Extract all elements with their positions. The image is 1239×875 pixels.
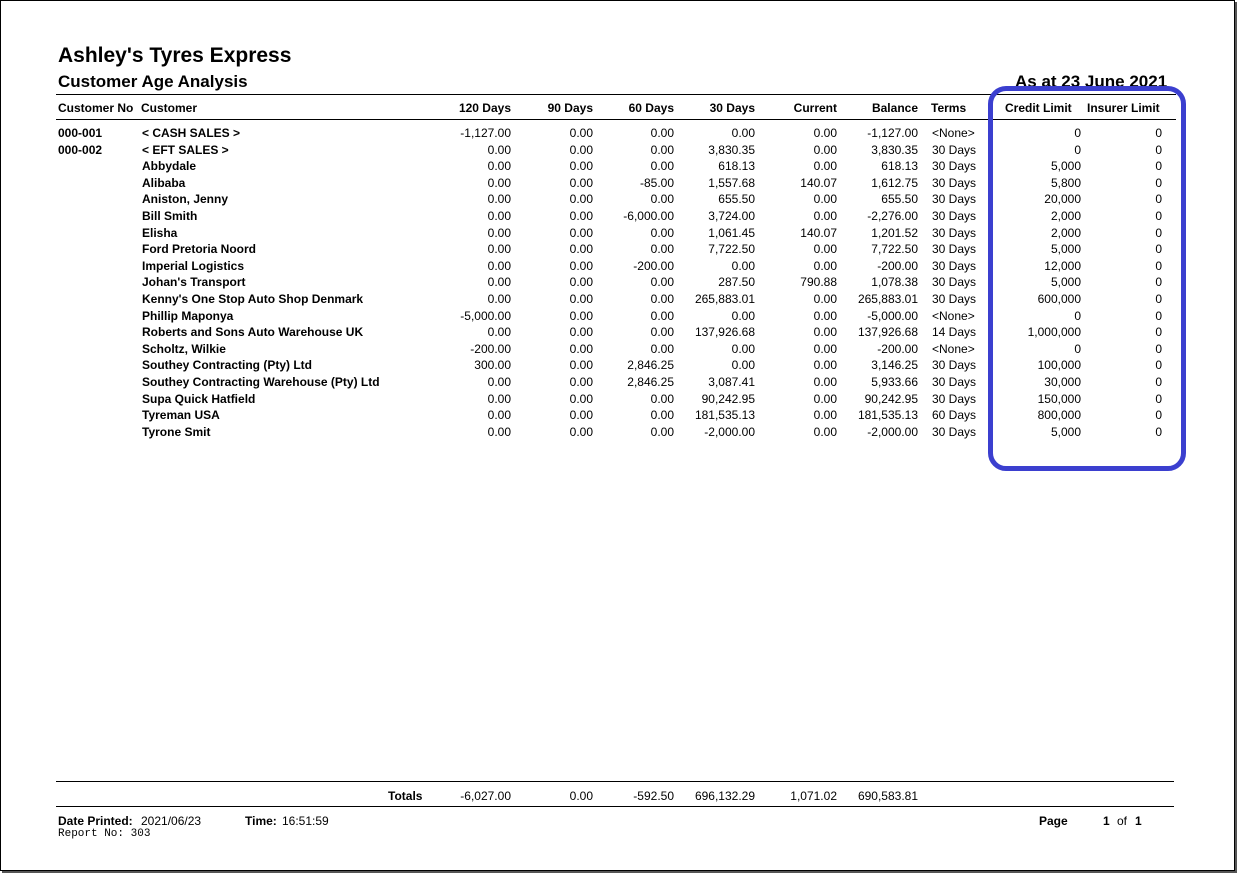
table-row <box>1 375 1234 391</box>
current-cell: 0.00 <box>813 292 837 306</box>
header-top-rule <box>56 94 1176 95</box>
credit-limit-cell: 5,000 <box>1050 159 1081 174</box>
days-120-cell: 0.00 <box>487 375 511 389</box>
current-cell: 0.00 <box>813 192 837 207</box>
terms-cell: <None> <box>932 126 975 140</box>
credit-limit-cell: 12,000 <box>1044 258 1081 273</box>
terms-cell: 60 Days <box>932 408 977 423</box>
col-customer-no: Customer No <box>58 101 134 115</box>
current-cell: 0.00 <box>813 375 837 389</box>
days-60-cell: 0.00 <box>650 126 674 140</box>
balance-cell: 655.50 <box>881 192 918 207</box>
credit-limit-cell: 0 <box>1074 341 1081 356</box>
days-120-cell: 0.00 <box>487 192 511 207</box>
terms-cell: 30 Days <box>932 275 977 290</box>
insurer-limit-cell: 0 <box>1155 292 1162 306</box>
credit-limit-cell: 600,000 <box>1037 292 1081 306</box>
balance-cell: -1,127.00 <box>867 126 918 140</box>
table-row <box>1 309 1234 325</box>
days-60-cell: 0.00 <box>650 408 674 423</box>
table-row <box>1 192 1234 208</box>
balance-cell: 3,146.25 <box>871 358 918 373</box>
days-90-cell: 0.00 <box>569 175 593 190</box>
days-30-cell: 287.50 <box>718 275 755 290</box>
days-120-cell: -200.00 <box>470 341 511 356</box>
balance-cell: -2,000.00 <box>867 424 918 439</box>
days-30-cell: 3,087.41 <box>708 375 755 389</box>
totals-30-days: 696,132.29 <box>694 789 755 803</box>
balance-cell: -2,276.00 <box>867 209 918 223</box>
days-30-cell: 1,061.45 <box>708 225 755 240</box>
balance-cell: 618.13 <box>881 159 918 174</box>
customer-name-cell: Southey Contracting (Pty) Ltd <box>142 358 312 373</box>
current-cell: 0.00 <box>813 142 837 157</box>
terms-cell: 30 Days <box>932 209 977 223</box>
days-30-cell: 0.00 <box>731 308 755 323</box>
balance-cell: 265,883.01 <box>857 292 918 306</box>
customer-name-cell: Phillip Maponya <box>142 308 234 323</box>
days-30-cell: 0.00 <box>731 358 755 373</box>
days-90-cell: 0.00 <box>569 142 593 157</box>
days-60-cell: 0.00 <box>650 325 674 340</box>
header-bottom-rule <box>56 119 1176 120</box>
customer-name-cell: Tyrone Smit <box>142 424 211 439</box>
days-120-cell: 0.00 <box>487 175 511 190</box>
totals-label: Totals <box>388 789 423 803</box>
credit-limit-cell: 5,000 <box>1050 242 1081 257</box>
credit-limit-cell: 0 <box>1074 142 1081 157</box>
page-current: 1 <box>1103 814 1110 828</box>
page-of: of <box>1117 814 1128 828</box>
days-60-cell: 0.00 <box>650 341 674 356</box>
balance-cell: 7,722.50 <box>871 242 918 257</box>
days-120-cell: 0.00 <box>487 159 511 174</box>
days-90-cell: 0.00 <box>569 209 593 223</box>
customer-name-cell: Elisha <box>142 225 178 240</box>
days-30-cell: 0.00 <box>731 258 755 273</box>
current-cell: 0.00 <box>813 424 837 439</box>
days-120-cell: 300.00 <box>474 358 511 373</box>
days-120-cell: 0.00 <box>487 209 511 223</box>
days-60-cell: 2,846.25 <box>627 375 674 389</box>
terms-cell: 30 Days <box>932 225 977 240</box>
days-30-cell: 265,883.01 <box>694 292 755 306</box>
current-cell: 0.00 <box>813 308 837 323</box>
days-90-cell: 0.00 <box>569 341 593 356</box>
insurer-limit-cell: 0 <box>1155 358 1162 373</box>
totals-top-rule <box>56 781 1174 782</box>
days-120-cell: 0.00 <box>487 391 511 406</box>
balance-cell: 1,612.75 <box>871 175 918 190</box>
credit-limit-cell: 1,000,000 <box>1027 325 1081 340</box>
credit-limit-cell: 0 <box>1074 308 1081 323</box>
credit-limit-cell: 2,000 <box>1050 225 1081 240</box>
credit-limit-cell: 20,000 <box>1044 192 1081 207</box>
col-current: Current <box>793 101 837 115</box>
table-row <box>1 176 1234 192</box>
col-30-days: 30 Days <box>709 101 755 115</box>
days-90-cell: 0.00 <box>569 358 593 373</box>
customer-name-cell: Johan's Transport <box>142 275 246 290</box>
days-30-cell: 90,242.95 <box>701 391 755 406</box>
current-cell: 0.00 <box>813 358 837 373</box>
terms-cell: 30 Days <box>932 258 977 273</box>
current-cell: 0.00 <box>813 325 837 340</box>
totals-current: 1,071.02 <box>790 789 837 803</box>
insurer-limit-cell: 0 <box>1155 375 1162 389</box>
days-30-cell: 618.13 <box>718 159 755 174</box>
days-120-cell: -5,000.00 <box>460 308 511 323</box>
terms-cell: 30 Days <box>932 159 977 174</box>
current-cell: 0.00 <box>813 242 837 257</box>
balance-cell: 137,926.68 <box>857 325 918 340</box>
company-name: Ashley's Tyres Express <box>58 44 292 67</box>
credit-limit-cell: 5,000 <box>1050 275 1081 290</box>
table-row <box>1 242 1234 258</box>
current-cell: 790.88 <box>800 275 837 290</box>
days-60-cell: 0.00 <box>650 159 674 174</box>
page-total: 1 <box>1135 814 1142 828</box>
table-row <box>1 292 1234 308</box>
balance-cell: 181,535.13 <box>857 408 918 423</box>
table-row <box>1 143 1234 159</box>
credit-limit-cell: 30,000 <box>1044 375 1081 389</box>
insurer-limit-cell: 0 <box>1155 126 1162 140</box>
insurer-limit-cell: 0 <box>1155 225 1162 240</box>
insurer-limit-cell: 0 <box>1155 408 1162 423</box>
days-60-cell: -85.00 <box>639 175 674 190</box>
current-cell: 0.00 <box>813 258 837 273</box>
days-90-cell: 0.00 <box>569 408 593 423</box>
totals-120-days: -6,027.00 <box>460 789 511 803</box>
table-row <box>1 275 1234 291</box>
days-120-cell: 0.00 <box>487 275 511 290</box>
customer-name-cell: < EFT SALES > <box>142 142 229 157</box>
balance-cell: 5,933.66 <box>871 375 918 389</box>
customer-name-cell: Scholtz, Wilkie <box>142 341 226 356</box>
insurer-limit-cell: 0 <box>1155 242 1162 257</box>
time-value: 16:51:59 <box>282 814 329 828</box>
totals-row <box>1 789 1234 805</box>
col-balance: Balance <box>871 101 918 115</box>
as-at-date: As at 23 June 2021 <box>1015 72 1168 87</box>
days-30-cell: 7,722.50 <box>708 242 755 257</box>
table-row <box>1 259 1234 275</box>
col-terms: Terms <box>931 101 967 115</box>
days-30-cell: 3,724.00 <box>708 209 755 223</box>
customer-name-cell: Abbydale <box>142 159 197 174</box>
totals-balance: 690,583.81 <box>857 789 918 803</box>
table-row <box>1 126 1234 142</box>
days-30-cell: 137,926.68 <box>694 325 755 340</box>
days-90-cell: 0.00 <box>569 159 593 174</box>
insurer-limit-cell: 0 <box>1155 192 1162 207</box>
balance-cell: 90,242.95 <box>864 391 918 406</box>
customer-name-cell: Imperial Logistics <box>142 258 245 273</box>
col-customer: Customer <box>141 101 198 115</box>
days-120-cell: 0.00 <box>487 142 511 157</box>
days-90-cell: 0.00 <box>569 192 593 207</box>
days-60-cell: 0.00 <box>650 142 674 157</box>
days-30-cell: -2,000.00 <box>704 424 755 439</box>
balance-cell: 1,078.38 <box>871 275 918 290</box>
terms-cell: 30 Days <box>932 358 977 373</box>
days-60-cell: 0.00 <box>650 242 674 257</box>
current-cell: 0.00 <box>813 408 837 423</box>
customer-name-cell: Ford Pretoria Noord <box>142 242 257 257</box>
terms-cell: 30 Days <box>932 424 977 439</box>
customer-name-cell: Roberts and Sons Auto Warehouse UK <box>142 325 364 340</box>
insurer-limit-cell: 0 <box>1155 142 1162 157</box>
days-120-cell: 0.00 <box>487 258 511 273</box>
customer-no-cell: 000-001 <box>58 126 103 140</box>
days-30-cell: 0.00 <box>731 341 755 356</box>
customer-name-cell: Kenny's One Stop Auto Shop Denmark <box>142 292 364 306</box>
customer-name-cell: Alibaba <box>142 175 186 190</box>
current-cell: 0.00 <box>813 159 837 174</box>
days-120-cell: 0.00 <box>487 325 511 340</box>
totals-60-days: -592.50 <box>633 789 674 803</box>
table-row <box>1 209 1234 225</box>
table-row <box>1 226 1234 242</box>
days-90-cell: 0.00 <box>569 292 593 306</box>
table-row <box>1 425 1234 441</box>
current-cell: 0.00 <box>813 209 837 223</box>
insurer-limit-cell: 0 <box>1155 159 1162 174</box>
credit-limit-cell: 800,000 <box>1037 408 1081 423</box>
table-row <box>1 408 1234 424</box>
days-60-cell: 0.00 <box>650 391 674 406</box>
date-printed-value: 2021/06/23 <box>141 814 202 828</box>
days-30-cell: 0.00 <box>731 126 755 140</box>
insurer-limit-cell: 0 <box>1155 175 1162 190</box>
credit-limit-cell: 2,000 <box>1050 209 1081 223</box>
balance-cell: 3,830.35 <box>871 142 918 157</box>
customer-name-cell: Tyreman USA <box>142 408 220 423</box>
terms-cell: <None> <box>932 341 975 356</box>
terms-cell: 30 Days <box>932 292 977 306</box>
insurer-limit-cell: 0 <box>1155 325 1162 340</box>
days-60-cell: 0.00 <box>650 292 674 306</box>
terms-cell: 14 Days <box>932 325 977 340</box>
balance-cell: -200.00 <box>877 258 918 273</box>
terms-cell: 30 Days <box>932 391 977 406</box>
days-90-cell: 0.00 <box>569 275 593 290</box>
days-90-cell: 0.00 <box>569 126 593 140</box>
days-90-cell: 0.00 <box>569 424 593 439</box>
page-label: Page <box>1039 814 1068 828</box>
days-90-cell: 0.00 <box>569 225 593 240</box>
customer-no-cell: 000-002 <box>58 142 103 157</box>
credit-limit-cell: 5,800 <box>1050 175 1081 190</box>
terms-cell: 30 Days <box>932 242 977 257</box>
insurer-limit-cell: 0 <box>1155 424 1162 439</box>
days-30-cell: 655.50 <box>718 192 755 207</box>
terms-cell: 30 Days <box>932 142 977 157</box>
customer-name-cell: Aniston, Jenny <box>142 192 229 207</box>
current-cell: 140.07 <box>800 175 837 190</box>
days-90-cell: 0.00 <box>569 391 593 406</box>
balance-cell: 1,201.52 <box>871 225 918 240</box>
terms-cell: 30 Days <box>932 175 977 190</box>
days-90-cell: 0.00 <box>569 375 593 389</box>
table-row <box>1 159 1234 175</box>
days-90-cell: 0.00 <box>569 308 593 323</box>
days-120-cell: 0.00 <box>487 292 511 306</box>
table-row <box>1 392 1234 408</box>
days-60-cell: 0.00 <box>650 275 674 290</box>
days-120-cell: 0.00 <box>487 424 511 439</box>
col-90-days: 90 Days <box>547 101 593 115</box>
col-120-days: 120 Days <box>458 101 511 115</box>
report-title: Customer Age Analysis <box>58 72 248 91</box>
footer-rule <box>56 806 1174 807</box>
insurer-limit-cell: 0 <box>1155 308 1162 323</box>
totals-90-days: 0.00 <box>569 789 593 803</box>
table-row <box>1 358 1234 374</box>
insurer-limit-cell: 0 <box>1155 209 1162 223</box>
col-credit-limit: Credit Limit <box>1005 101 1072 115</box>
date-printed-label: Date Printed: <box>58 814 133 828</box>
credit-limit-cell: 5,000 <box>1050 424 1081 439</box>
days-120-cell: 0.00 <box>487 225 511 240</box>
days-30-cell: 3,830.35 <box>708 142 755 157</box>
days-90-cell: 0.00 <box>569 258 593 273</box>
terms-cell: <None> <box>932 308 975 323</box>
insurer-limit-cell: 0 <box>1155 341 1162 356</box>
col-insurer-limit: Insurer Limit <box>1087 101 1160 115</box>
days-60-cell: 0.00 <box>650 424 674 439</box>
credit-limit-cell: 100,000 <box>1037 358 1081 373</box>
insurer-limit-cell: 0 <box>1155 258 1162 273</box>
customer-name-cell: Southey Contracting Warehouse (Pty) Ltd <box>142 375 380 389</box>
current-cell: 0.00 <box>813 391 837 406</box>
days-30-cell: 181,535.13 <box>694 408 755 423</box>
table-row <box>1 325 1234 341</box>
days-60-cell: 0.00 <box>650 308 674 323</box>
report-number: Report No: 303 <box>58 828 151 840</box>
days-90-cell: 0.00 <box>569 325 593 340</box>
days-60-cell: 0.00 <box>650 192 674 207</box>
customer-name-cell: < CASH SALES > <box>142 126 241 140</box>
days-120-cell: -1,127.00 <box>460 126 511 140</box>
days-60-cell: -6,000.00 <box>623 209 674 223</box>
days-120-cell: 0.00 <box>487 408 511 423</box>
days-60-cell: -200.00 <box>633 258 674 273</box>
terms-cell: 30 Days <box>932 375 977 389</box>
insurer-limit-cell: 0 <box>1155 275 1162 290</box>
current-cell: 0.00 <box>813 341 837 356</box>
days-120-cell: 0.00 <box>487 242 511 257</box>
col-60-days: 60 Days <box>628 101 674 115</box>
current-cell: 140.07 <box>800 225 837 240</box>
customer-name-cell: Supa Quick Hatfield <box>142 391 256 406</box>
terms-cell: 30 Days <box>932 192 977 207</box>
credit-limit-cell: 150,000 <box>1037 391 1081 406</box>
days-30-cell: 1,557.68 <box>708 175 755 190</box>
balance-cell: -5,000.00 <box>867 308 918 323</box>
balance-cell: -200.00 <box>877 341 918 356</box>
days-60-cell: 2,846.25 <box>627 358 674 373</box>
days-90-cell: 0.00 <box>569 242 593 257</box>
time-label: Time: <box>245 814 277 828</box>
customer-name-cell: Bill Smith <box>142 209 198 223</box>
current-cell: 0.00 <box>813 126 837 140</box>
credit-limit-cell: 0 <box>1074 126 1081 140</box>
table-row <box>1 342 1234 358</box>
insurer-limit-cell: 0 <box>1155 391 1162 406</box>
days-60-cell: 0.00 <box>650 225 674 240</box>
